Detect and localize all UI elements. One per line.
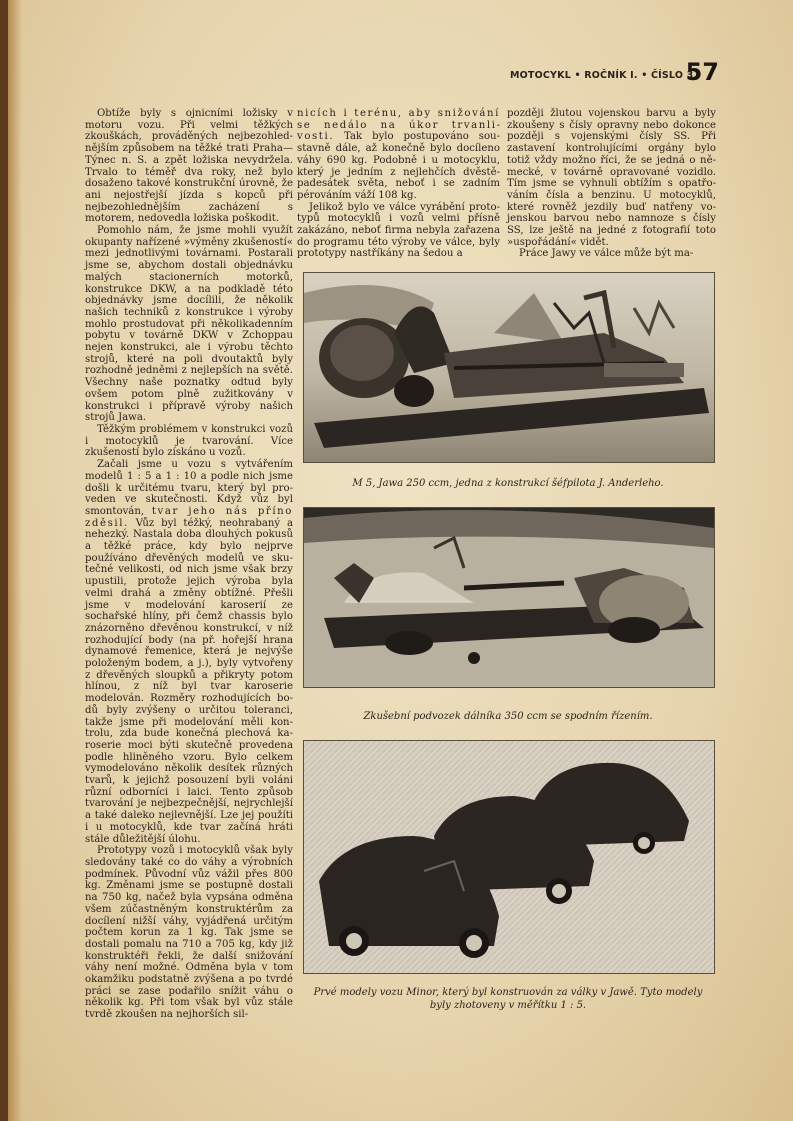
paragraph: později žlutou vojenskou barvu a byly zkoušeny s čísly opravny nebo dokonce později s vojenskými čísly SS. Při zastavení kontrolujícími orgány bylo totiž vždy možno říci, že se jedná o německé, v továrně opravované vozidlo. Tím jsme se vyhnuli obtížím s opatřováním čísla a benzinu. U motocyklů, které rovněž jezdily buď natřeny vojenskou barvou nebo namnoze s čísly SS, lze ještě na jedné z fotografií toto »uspořádání« vidět. xyxy=(507,108,716,248)
photo-caption: M 5, Jawa 250 ccm, jedna z konstrukcí šéfpilota J. Anderleho. xyxy=(352,478,664,489)
photo-chassis-image xyxy=(304,508,714,687)
paragraph: Prototypy vozů i motocyklů však byly sledovány také co do váhy a výrobních podmínek. Původní vůz vážil přes 800 kg. Změnami jsme se postupně dostali na 750 kg, načež byla vypsána odměna všem zúčastněným konstruktérům za docílení nižší váhy, vyjádřená určitým počtem korun za 1 kg. Tak jsme se dostali pomalu na 710 a 705 kg, kdy již konstruktéři řekli, že další snižování váhy není možné. Odměna byla v tom okamžiku podstatně zvýšena a po tvrdé práci se zase podařilo snížit váhu o několik kg. Při tom však byl vůz stále tvrdě zkoušen na nejhorších sil- xyxy=(85,845,293,1021)
paragraph-text: Vůz xyxy=(135,517,155,529)
paragraph-text: byl téžký, neohrabaný a nehezký. Nastala doba dlouhých pokusů a těžké práce, kdy bylo nejprve používáno dřevěných modelů ve skutečné velikosti, od nich jsme však brzy upustili, protože jejich výroba byla velmi drahá a změny obtížné. Přešli jsme v modelování karoserií ze sochařské hlíny, při čemž chassis bylo znázorněno dřevěnou konstrukcí, v níž rozhodující body (na př. hořejší hrana dynamové řemenice, která je nejvýše položeným bodem, a j.), byly vytvořeny z dřevěných sloupků a přikryty potom hlínou, z níž byl tvar karoserie modelován. Rozměry rozhodujících bodů byly zvýšeny o určitou toleranci, takže jsme při modelování měli kontrolu, zda bude konečná plechová karoserie moci býti skutečně provedena podle hliněného vzoru. Bylo celkem vymodelováno několik desítek různých tvarů, k jejichž posouzení byli voláni různí odborníci i laici. Tento způsob tvarování je nejbezpečnější, nejrychlejší a také daleko nejlevnější. Lze jej použíti i u motocyklů, kde tvar začíná hráti stále důležitější úlohu. xyxy=(85,517,293,845)
text-column-1 xyxy=(85,108,293,1021)
paragraph: Těžkým problémem v konstrukci vozů i motocyklů je tvarování. Více zkušeností bylo získáno u vozů. xyxy=(85,423,293,459)
photo-models-image xyxy=(304,741,714,973)
paragraph: Pomohlo nám, že jsme mohli využít okupanty nařízené »výměny zkušeností« mezi jednotlivými továrnami. Postarali jsme se, abychom dostali objednávku malých stacionerních motorků, konstrukce DKW, a na podkladě této objednávky jsme docílili, že několik našich techniků z konstrukce i výroby mohlo prostudovat při několikadenním pobytu v továrně DKW v Zchoppau nejen konstrukci, ale i výrobu těchto strojů, které na poli dvoutaktů byly rozhodně jedněmi z nejlepších na světě. Všechny naše poznatky odtud byly ovšem potom plně zužitkovány v konstrukci i přípravě výroby našich strojů Jawa. xyxy=(85,225,293,424)
page-edge-shadow xyxy=(8,0,22,1121)
page-header xyxy=(504,60,719,86)
magazine-page xyxy=(8,0,793,1121)
photo-motorcycle-m5 xyxy=(303,272,715,463)
paragraph-text: Tak bylo postupováno soustavně dále, až konečně bylo docíleno váhy 690 kg. Podobně i u motocyklu, který je jedním z nejlehčích dvěstěpadesátek světa, neboť i se zadním pérováním váží 108 kg. xyxy=(297,131,500,201)
spaced-emphasis: tvar jeho nás příno zděsil. xyxy=(85,505,293,529)
paragraph: Obtíže byly s ojnicními ložisky v motoru vozu. Při velmi těžkých zkouškách, prováděných nejbezohlednějším způsobem na těžké trati Praha—Týnec n. S. a zpět ložiska nevydržela. Trvalo to téměř dva roky, než bylo dosaženo takové konstrukční úrovně, že ani nejostřejší jízda s kopců při nejbezohlednějším zacházení s motorem, nedovedla ložiska poškodit. xyxy=(85,108,293,225)
text-column-3 xyxy=(507,108,716,260)
paragraph: Jelikož bylo ve válce vyrábění prototypů motocyklů i vozů velmi přísně zakázáno, neboť firma nebyla zařazena do programu této výroby ve válce, byly prototypy nastříkány na šedou a xyxy=(297,201,500,260)
paragraph-text: Začali jsme u vozu s vytvářením modelů 1 : 5 a 1 : 10 a podle nich jsme došli k určitému tvaru, který byl proveden ve skutečnosti. Když vůz byl smontován, xyxy=(85,459,293,517)
page-number: 57 xyxy=(685,58,719,86)
photo-motorcycle-image xyxy=(304,273,714,462)
text-column-2 xyxy=(297,108,500,260)
spaced-emphasis: nicích i terénu, aby snižování se nedálo na úkor trvanlivosti. xyxy=(297,108,500,143)
paragraph: Práce Jawy ve válce může být ma- xyxy=(519,248,694,260)
photo-minor-models xyxy=(303,740,715,974)
photo-test-chassis xyxy=(303,507,715,688)
photo-caption: Zkušební podvozek dálníka 350 ccm se spodním řízením. xyxy=(363,711,653,722)
running-head: MOTOCYKL • ROČNÍK I. • ČÍSLO 3. xyxy=(510,70,698,81)
photo-caption: Prvé modely vozu Minor, který byl konstruován za války v Jawě. Tyto modely byly zhotoveny v měřítku 1 : 5. xyxy=(313,987,703,1011)
paragraph xyxy=(85,459,293,845)
paragraph xyxy=(297,108,500,202)
